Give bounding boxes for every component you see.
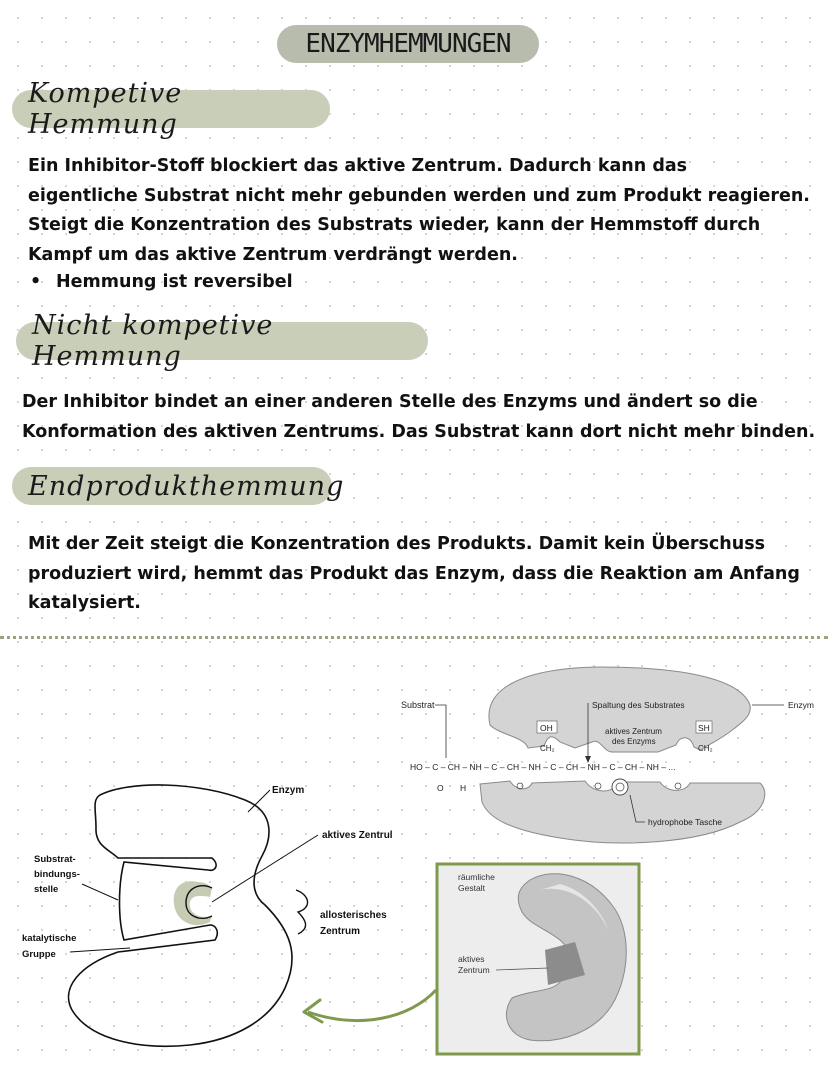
bullet-text: Hemmung ist reversibel [56, 272, 293, 292]
label-katalytisch-2: Gruppe [22, 949, 56, 960]
label-aktives-3d-1: aktives [458, 954, 485, 964]
text-line: Mit der Zeit steigt die Konzentration des Produkts. Damit kein Überschuss [28, 534, 766, 554]
label-katalytisch-1: katalytische [22, 933, 77, 944]
label-enzym-top: Enzym [788, 700, 814, 710]
heading-kompetitiv-text: Kompetive Hemmung [28, 78, 183, 140]
allosteric-notch [296, 890, 308, 934]
aktives-zentrum-leader [212, 835, 318, 902]
label-sh: SH [698, 723, 710, 733]
label-substrat: Substrat [401, 700, 435, 710]
label-substrat-1: Substrat- [34, 854, 76, 865]
text-line: produziert wird, hemmt das Produkt das Enzym, dass die Reaktion am Anfang [28, 563, 800, 584]
label-raeumlich-1: räumliche [458, 872, 495, 882]
text-line: Ein Inhibitor-Stoff blockiert das aktive Zentrum. Dadurch kann das [28, 156, 688, 176]
oxygen-3 [675, 783, 681, 789]
text-line: Konformation des aktiven Zentrums. Das Substrat kann dort nicht mehr binden. [22, 421, 816, 442]
label-raeumlich-2: Gestalt [458, 883, 485, 893]
label-allosterisch-1: allosterisches [320, 910, 387, 921]
label-substrat-3: stelle [34, 884, 59, 895]
text-line: Steigt die Konzentration des Substrats wieder, kann der Hemmstoff durch [28, 215, 761, 235]
heading-nicht-kompetitiv-text: Nicht kompetive Hemmung [32, 310, 274, 372]
curved-arrow-head [304, 1000, 322, 1022]
hydrophobic-ring [612, 779, 628, 795]
text-line: eigentliche Substrat nicht mehr gebunden werden und zum Produkt reagieren. [28, 185, 810, 206]
text-line: katalysiert. [28, 593, 141, 613]
label-o: O [437, 783, 444, 793]
label-enzym: Enzym [272, 785, 305, 796]
label-allosterisch-2: Zentrum [320, 926, 360, 937]
label-aktives-zentrum: aktives Zentrul [322, 830, 393, 841]
text-line: Der Inhibitor bindet an einer anderen Stelle des Enzyms und ändert so die [22, 392, 758, 412]
enzyme-sketch [22, 785, 393, 1046]
label-hydrophob: hydrophobe Tasche [648, 817, 723, 827]
substrat-leader [435, 705, 446, 758]
text-line: Kampf um das aktive Zentrum verdrängt werden. [28, 244, 518, 265]
label-h: H [460, 783, 467, 793]
label-aktives-3d-2: Zentrum [458, 965, 490, 975]
label-oh: OH [540, 723, 553, 733]
label-ch2-left: CH₂ [540, 744, 555, 753]
enzyme-substrate-diagram [401, 667, 814, 843]
label-spaltung: Spaltung des Substrates [592, 700, 685, 710]
label-ch2-right: CH₂ [698, 744, 713, 753]
page-title: ENZYMHEMMUNGEN [305, 29, 511, 59]
label-substrat-2: bindungs- [34, 869, 80, 880]
label-aktives-zentrum-1: aktives Zentrum [605, 727, 662, 736]
substrat-sketch-leader [82, 884, 118, 900]
enzyme-3d-frame [437, 864, 639, 1054]
label-aktives-zentrum-2: des Enzyms [612, 737, 656, 746]
peptide-chain: HO – C – CH – NH – C – CH – NH – C – CH – NH – C – CH – NH – ... [410, 762, 676, 772]
curved-arrow [308, 990, 436, 1021]
oxygen-2 [595, 783, 601, 789]
heading-endprodukt-text: Endprodukthemmung [28, 470, 345, 502]
bullet-dot: • [30, 272, 42, 292]
